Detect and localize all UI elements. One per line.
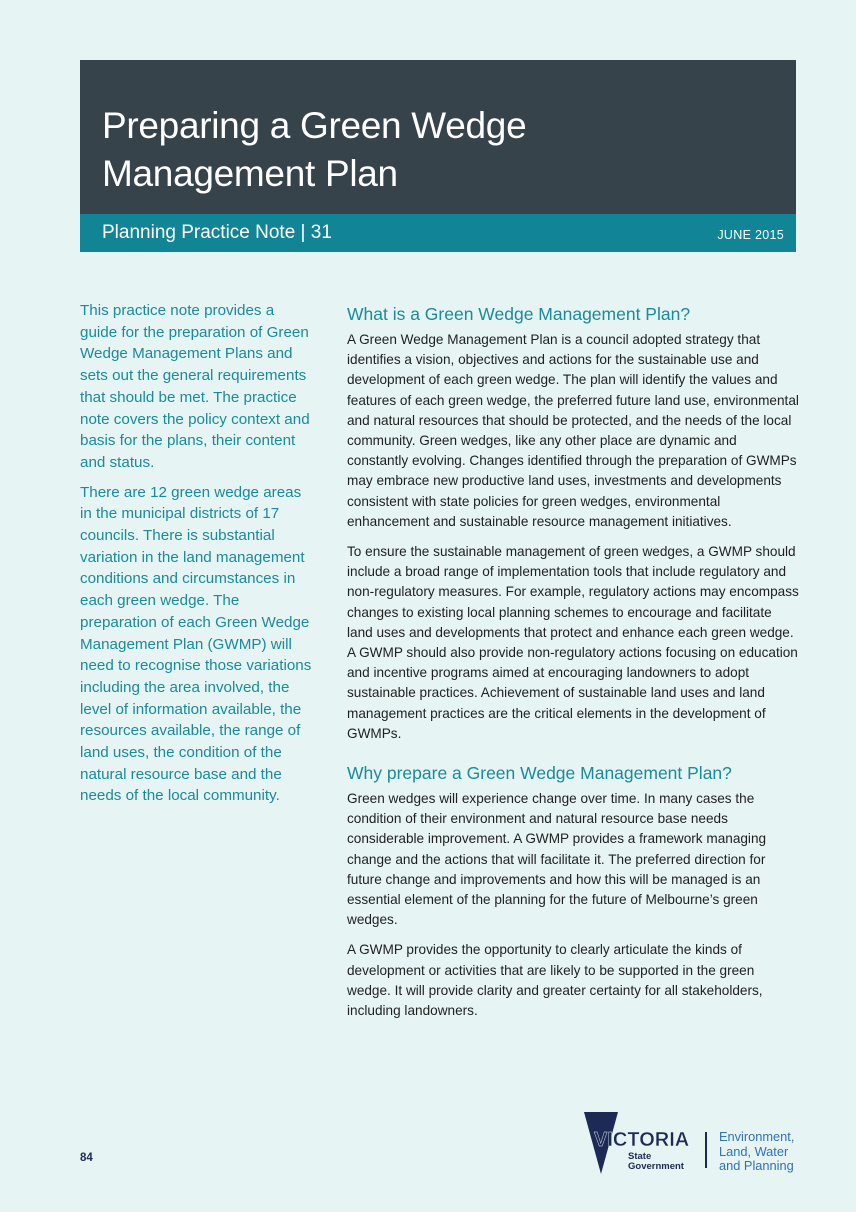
section-heading: What is a Green Wedge Management Plan? — [347, 304, 691, 324]
logo-state-text: State — [628, 1151, 652, 1162]
main-column — [347, 303, 799, 1031]
subtitle-bar — [80, 214, 796, 252]
logo-divider — [705, 1132, 707, 1168]
page-number: 84 — [80, 1152, 93, 1164]
page-title-line-1: Preparing a Green Wedge — [102, 105, 527, 146]
practice-note-number: Planning Practice Note | 31 — [102, 222, 332, 243]
intro-column — [80, 300, 312, 815]
section-heading: Why prepare a Green Wedge Management Plan? — [347, 763, 732, 784]
body-paragraph: Green wedges will experience change over time. In many cases the condition of their environment and natural resource base needs considerable improvement. A GWMP provides a framework managing change and the actions that will facilitate it. The preferred direction for future change and improvements and how this will be managed is an essential element of the planning for the future of Melbourne’s green wedges. — [347, 791, 767, 928]
department-line-3: and Planning — [719, 1158, 794, 1173]
department-name — [719, 1130, 794, 1174]
victoria-logo-mark — [584, 1108, 704, 1178]
body-paragraph: A GWMP provides the opportunity to clearly articulate the kinds of development or activities that are likely to be supported in the green wedge. It will provide clarity and greater certainty for all stakeholders, including landowners. — [347, 942, 763, 1019]
logo-government-text: Government — [628, 1161, 684, 1172]
department-line-2: Land, Water — [719, 1143, 789, 1159]
victoria-government-logo — [584, 1108, 804, 1178]
body-paragraph: To ensure the sustainable management of green wedges, a GWMP should include a broad range of implementation tools that include regulatory and non-regulatory measures. For example, regulatory actions may encompass changes to existing local planning schemes to encourage and facilitate land uses and developments that protect and enhance each green wedge. A GWMP should also provide non-regulatory actions focusing on education and incentive programs aimed at encouraging landowners to adopt sustainable practices. Achievement of sustainable land uses and land management practices are the critical elements in the development of GWMPs. — [347, 544, 799, 741]
intro-paragraph: This practice note provides a guide for the preparation of Green Wedge Management Plans and sets out the general requirements that should be met. The practice note covers the policy context and basis for the plans, their content and status. — [80, 302, 310, 471]
page-title-line-2: Management Plan — [102, 153, 398, 194]
victoria-wordmark: VICTORIA — [594, 1129, 690, 1151]
page-title — [102, 102, 662, 198]
intro-paragraph: There are 12 green wedge areas in the municipal districts of 17 councils. There is substantial variation in the land management conditions and circumstances in each green wedge. The preparation of each Green Wedge Management Plan (GWMP) will need to recognise those variations including the area involved, the level of information available, the resources available, the range of land uses, the condition of the natural resource base and the needs of the local community. — [80, 483, 312, 805]
body-paragraph: A Green Wedge Management Plan is a council adopted strategy that identifies a vision, objectives and actions for the sustainable use and development of each green wedge. The plan will identify the values and features of each green wedge, the preferred future land use, environmental and natural resources that should be protected, and the needs of the local community. Green wedges, like any other place are dynamic and constantly evolving. Changes identified through the preparation of GWMPs may embrace new productive land uses, investments and developments consistent with state policies for green wedges, environmental enhancement and sustainable resource management initiatives. — [347, 332, 799, 529]
publication-date: JUNE 2015 — [717, 228, 784, 242]
title-banner — [80, 60, 796, 214]
department-line-1: Environment, — [719, 1129, 795, 1144]
